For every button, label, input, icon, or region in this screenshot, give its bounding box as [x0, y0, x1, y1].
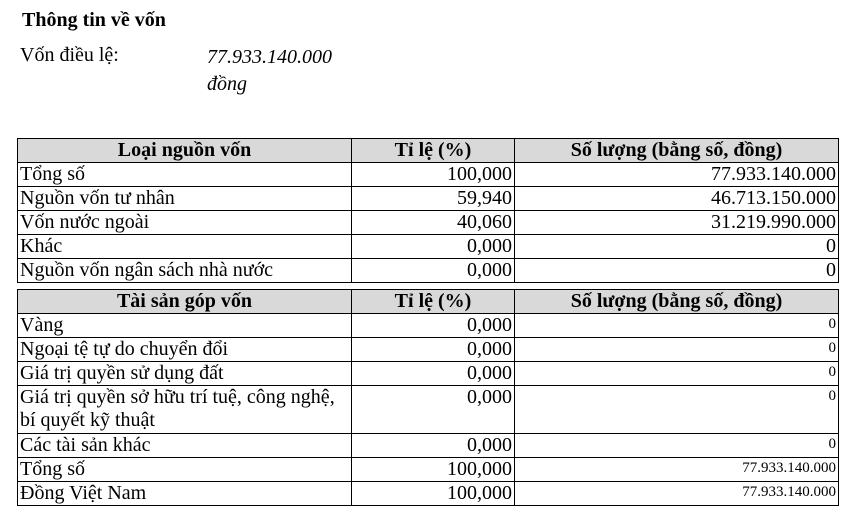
row-amount: 77.933.140.000 [515, 482, 839, 506]
table-row [18, 259, 839, 283]
table-row [18, 163, 839, 187]
header-ratio: Tỉ lệ (%) [352, 139, 515, 163]
row-ratio: 100,000 [352, 458, 515, 482]
charter-capital-label: Vốn điều lệ: [20, 44, 119, 66]
section-title: Thông tin về vốn [22, 9, 166, 31]
charter-capital-value [207, 44, 407, 98]
row-amount: 0 [515, 434, 839, 458]
row-ratio: 0,000 [352, 386, 515, 434]
table-row [18, 211, 839, 235]
row-name: Vàng [18, 314, 352, 338]
row-name: Ngoại tệ tự do chuyển đổi [18, 338, 352, 362]
table-row [18, 235, 839, 259]
row-amount: 0 [515, 235, 839, 259]
row-name: Đồng Việt Nam [18, 482, 352, 506]
row-ratio: 0,000 [352, 235, 515, 259]
table-header-row [18, 290, 839, 314]
row-amount: 0 [515, 362, 839, 386]
header-amount: Số lượng (bằng số, đồng) [515, 139, 839, 163]
row-name: Tổng số [18, 163, 352, 187]
row-amount: 0 [515, 386, 839, 434]
table-header-row [18, 139, 839, 163]
header-source-type: Loại nguồn vốn [18, 139, 352, 163]
header-amount: Số lượng (bằng số, đồng) [515, 290, 839, 314]
row-ratio: 59,940 [352, 187, 515, 211]
row-amount: 77.933.140.000 [515, 458, 839, 482]
row-name: Khác [18, 235, 352, 259]
table-row [18, 482, 839, 506]
row-name: Nguồn vốn tư nhân [18, 187, 352, 211]
header-ratio: Tỉ lệ (%) [352, 290, 515, 314]
row-amount: 0 [515, 314, 839, 338]
row-amount: 46.713.150.000 [515, 187, 839, 211]
row-name: Giá trị quyền sở hữu trí tuệ, công nghệ, bí quyết kỹ thuật [18, 386, 352, 434]
table-row [18, 338, 839, 362]
row-ratio: 0,000 [352, 338, 515, 362]
table-row [18, 187, 839, 211]
row-ratio: 0,000 [352, 434, 515, 458]
table-row [18, 314, 839, 338]
row-amount: 31.219.990.000 [515, 211, 839, 235]
row-name: Vốn nước ngoài [18, 211, 352, 235]
row-ratio: 100,000 [352, 482, 515, 506]
table-row [18, 362, 839, 386]
table-row [18, 386, 839, 434]
row-ratio: 0,000 [352, 362, 515, 386]
capital-tables [17, 138, 839, 506]
charter-capital-unit: đồng [207, 73, 247, 95]
row-amount: 0 [515, 338, 839, 362]
row-ratio: 40,060 [352, 211, 515, 235]
row-amount: 77.933.140.000 [515, 163, 839, 187]
charter-capital-amount: 77.933.140.000 [207, 46, 332, 68]
row-ratio: 0,000 [352, 259, 515, 283]
row-name: Các tài sản khác [18, 434, 352, 458]
row-name: Tổng số [18, 458, 352, 482]
row-ratio: 100,000 [352, 163, 515, 187]
table-row [18, 434, 839, 458]
row-name: Giá trị quyền sử dụng đất [18, 362, 352, 386]
table-row [18, 458, 839, 482]
header-asset-type: Tài sản góp vốn [18, 290, 352, 314]
row-amount: 0 [515, 259, 839, 283]
row-name: Nguồn vốn ngân sách nhà nước [18, 259, 352, 283]
capital-sources-table [17, 138, 839, 283]
row-ratio: 0,000 [352, 314, 515, 338]
contributed-assets-table [17, 289, 839, 506]
